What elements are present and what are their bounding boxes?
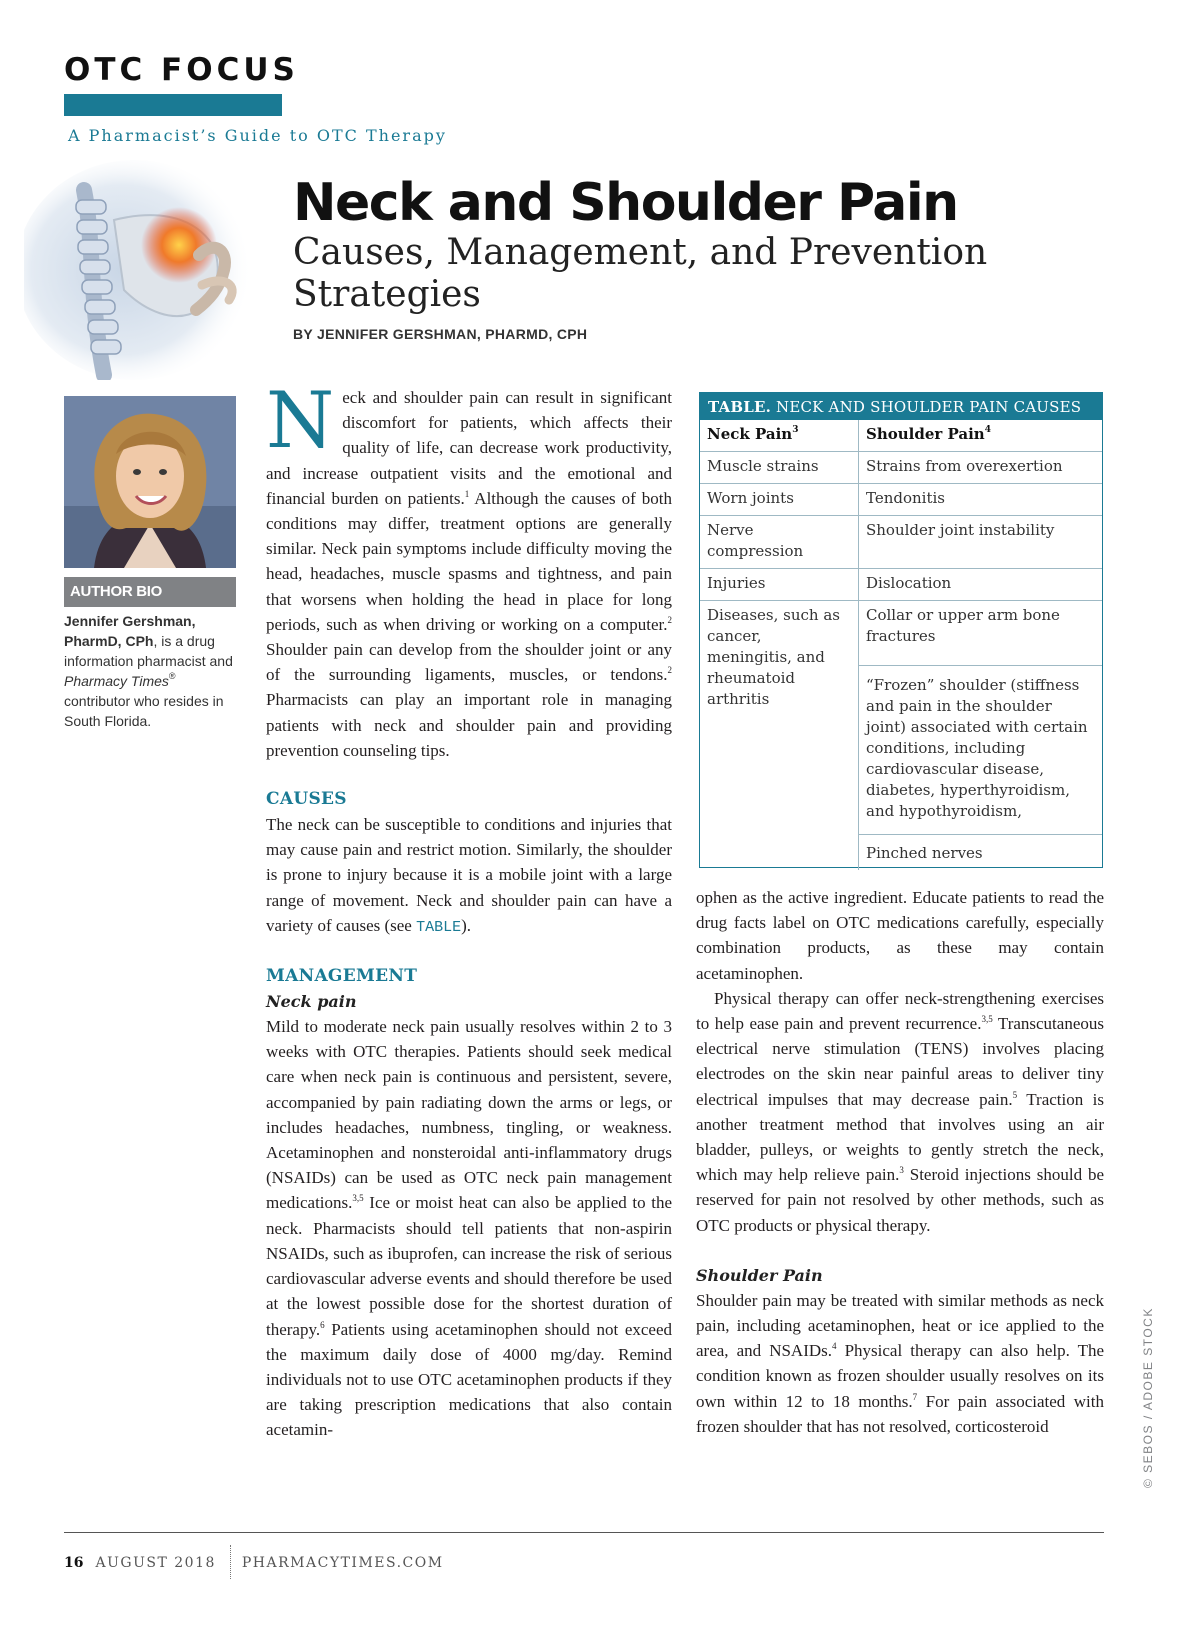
article-column-left <box>266 376 672 1443</box>
neck-pain-paragraph: Mild to moderate neck pain usually resolves within 2 to 3 weeks with OTC therapies. Patients should seek medical care when neck pain is continuous and persistent, severe, accompanied by pain radiating down the arms or legs, or includes headaches, numbness, tingling, or weakness. Acetaminophen and nonsteroidal anti-inflammatory drugs (NSAIDs) can be used as OTC neck pain management medications.$^{3,5}$ Ice or moist heat can also be applied to the neck. Pharmacists should tell patients that non-aspirin NSAIDs, such as ibuprofen, can increase the risk of serious cardiovascular adverse events and should therefore be used at the lowest possible dose for the shortest duration of therapy.$^6$ Patients using acetaminophen should not exceed the maximum daily dose of 4000 mg/day. Remind individuals not to use OTC acetaminophen products if they are taking prescription medications that also contain acetamin- <box>266 1017 672 1440</box>
table-cell: “Frozen” shoulder (stiffness and pain in the shoulder joint) associated with certain conditions, including cardiovascular disease, diabetes, hyperthyroidism, and hypothyroidism, <box>859 666 1103 835</box>
table-cell: Nerve compression <box>700 516 859 569</box>
table-cell: Diseases, such as cancer, meningitis, and rheumatoid arthritis <box>700 601 859 871</box>
neck-pain-paragraph-continued: ophen as the active ingredient. Educate patients to read the drug facts label on OTC medications carefully, especially combination products, as these may contain acetaminophen. <box>696 888 1104 983</box>
table-cell: Pinched nerves <box>866 844 983 862</box>
spine-shoulder-illustration <box>24 160 264 380</box>
causes-paragraph: The neck can be susceptible to conditions and injuries that may cause pain and restrict motion. Similarly, the shoulder is prone to injury because it is a mobile joint with a large range of movement. Neck and shoulder pain can have a variety of causes (see TABLE). <box>266 815 672 936</box>
issue-date: AUGUST 2018 <box>95 1555 216 1571</box>
photo-credit: © SEBOS / ADOBE STOCK <box>1141 1307 1155 1488</box>
footer-divider <box>230 1545 232 1579</box>
table-cell: Worn joints <box>700 484 859 516</box>
table-header-shoulder: Shoulder Pain$^4$ <box>859 420 1103 452</box>
shoulder-pain-subheading: Shoulder Pain <box>696 1265 823 1285</box>
table-header-neck: Neck Pain$^3$ <box>700 420 859 452</box>
shoulder-pain-paragraph: Shoulder pain may be treated with similar methods as neck pain, including acetaminophen, heat or ice applied to the area, and NSAIDs.$^4$ Physical therapy can also help. The condition known as frozen shoulder usually resolves on its own within 12 to 18 months.$^7$ For pain associated with frozen shoulder that has not resolved, corticosteroid <box>696 1290 1105 1436</box>
article-column-right <box>696 885 1104 1439</box>
author-bio: Jennifer Gershman, PharmD, CPh, is a drug information pharmacist and Pharmacy Times® contributor who resides in South Florida. <box>64 613 233 729</box>
article-title: Neck and Shoulder Pain <box>293 173 958 233</box>
table-header-row <box>700 420 1102 452</box>
table-cell: Strains from overexertion <box>859 452 1103 484</box>
page-footer <box>64 1545 444 1579</box>
table-row <box>700 601 1102 666</box>
table-cell: Shoulder joint instability <box>859 516 1103 569</box>
table-row <box>700 569 1102 601</box>
drop-cap: N <box>266 376 335 466</box>
table-cell: Injuries <box>700 569 859 601</box>
table-title: TABLE. NECK AND SHOULDER PAIN CAUSES <box>700 393 1102 420</box>
author-name: Jennifer Gershman, PharmD, CPh <box>64 613 196 649</box>
causes-table <box>699 392 1103 868</box>
website[interactable]: PHARMACYTIMES.COM <box>241 1555 444 1571</box>
management-heading: MANAGEMENT <box>266 966 418 987</box>
causes-heading: CAUSES <box>266 789 347 810</box>
causes-table-grid <box>700 420 1102 870</box>
table-row <box>700 484 1102 516</box>
section-tagline: A Pharmacist’s Guide to OTC Therapy <box>68 126 447 145</box>
table-cell: Tendonitis <box>859 484 1103 516</box>
article-subtitle: Causes, Management, and Prevention Strategies <box>293 232 988 315</box>
table-cell: Collar or upper arm bone fractures <box>859 601 1103 666</box>
intro-paragraph: Neck and shoulder pain can result in significant discomfort for patients, which affects their quality of life, can decrease work productivity, and increase outpatient visits and the emotional and financial burden on patients.$^1$ Although the causes of both conditions may differ, treatment options are generally similar. Neck pain symptoms include difficulty moving the head, headaches, muscle spasms and tightness, and pain that worsens when holding the head in place for long periods, such as when driving or working on a computer.$^2$ Shoulder pain can develop from the shoulder joint or any of the surrounding ligaments, muscles, or tendons.$^2$ Pharmacists can play an important role in managing patients with neck and shoulder pain and providing prevention counseling tips. <box>266 376 672 760</box>
table-cell: Muscle strains <box>700 452 859 484</box>
table-cell: Dislocation <box>859 569 1103 601</box>
publication-name: Pharmacy Times <box>64 673 169 689</box>
footer-rule <box>64 1532 1104 1533</box>
section-brand: OTC FOCUS <box>64 52 299 88</box>
brand-bar <box>64 94 282 116</box>
physical-therapy-paragraph: Physical therapy can offer neck-strengthening exercises to help ease pain and prevent recurrence.$^{3,5}$ Transcutaneous electrical nerve stimulation (TENS) involves placing electrodes on the skin near painful areas to deliver tiny electrical impulses that may decrease pain.$^5$ Traction is another treatment method that involves using an air bladder, pulleys, or weights to gently stretch the neck, which may help relieve pain.$^3$ Steroid injections should be reserved for pain not resolved by other methods, such as OTC products or physical therapy. <box>696 988 1104 1235</box>
table-row <box>700 452 1102 484</box>
author-photo <box>64 396 236 568</box>
table-row <box>700 516 1102 569</box>
page-number: 16 <box>64 1555 84 1571</box>
author-bio-label: AUTHOR BIO <box>64 577 236 607</box>
article-byline: BY JENNIFER GERSHMAN, PHARMD, CPH <box>293 326 588 342</box>
table-reference-link[interactable]: TABLE <box>416 918 462 936</box>
neck-pain-subheading: Neck pain <box>266 992 357 1012</box>
